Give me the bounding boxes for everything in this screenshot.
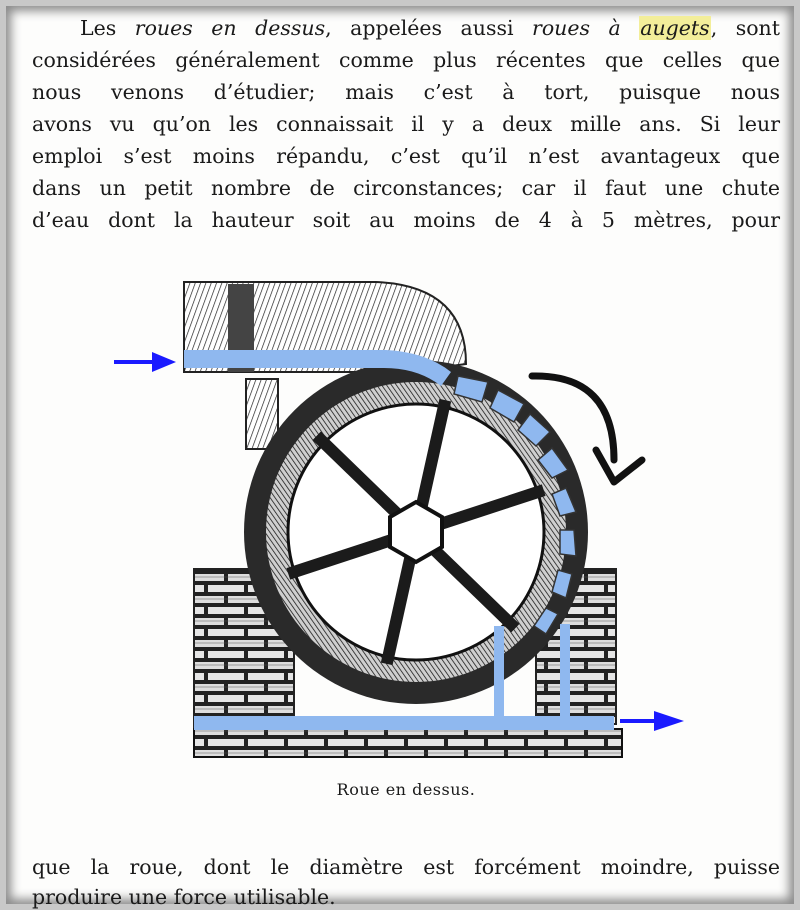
text-line (32, 12, 780, 44)
text-line: dans un petit nombre de circonstances; car il faut une chute (32, 176, 780, 200)
tailrace-drop (494, 626, 504, 716)
figure-caption: Roue en dessus. (336, 780, 476, 799)
text-span: Les (80, 16, 135, 40)
text-span: , sont (710, 16, 780, 40)
text-line: nous venons d’étudier; mais c’est à tort, puisque nous (32, 80, 780, 104)
text-line: que la roue, dont le diamètre est forcément moindre, puisse (32, 855, 780, 879)
foundation (194, 729, 622, 757)
tailrace-drop (560, 624, 570, 716)
text-line: d’eau dont la hauteur soit au moins de 4 à 5 mètres, pour (32, 208, 780, 232)
italic-term: roues à (532, 16, 640, 40)
wheel-hub (390, 502, 442, 562)
inflow-arrow (114, 352, 176, 372)
paragraph-bottom (32, 852, 780, 912)
text-line: avons vu qu’on les connaissait il y a deux mille ans. Si leur (32, 112, 780, 136)
text-line: emploi s’est moins répandu, c’est qu’il n’est avantageux que (32, 144, 780, 168)
text-span: , appelées aussi (325, 16, 533, 40)
text-line: considérées généralement comme plus récentes que celles que (32, 48, 780, 72)
waterwheel-illustration (106, 264, 706, 774)
outflow-arrow (620, 711, 684, 731)
italic-term: roues en dessus (134, 16, 326, 40)
highlighted-word: augets (640, 16, 710, 40)
tailrace-water (194, 716, 614, 730)
paragraph-top (32, 12, 780, 236)
text-line: produire une force utilisable. (32, 885, 336, 909)
